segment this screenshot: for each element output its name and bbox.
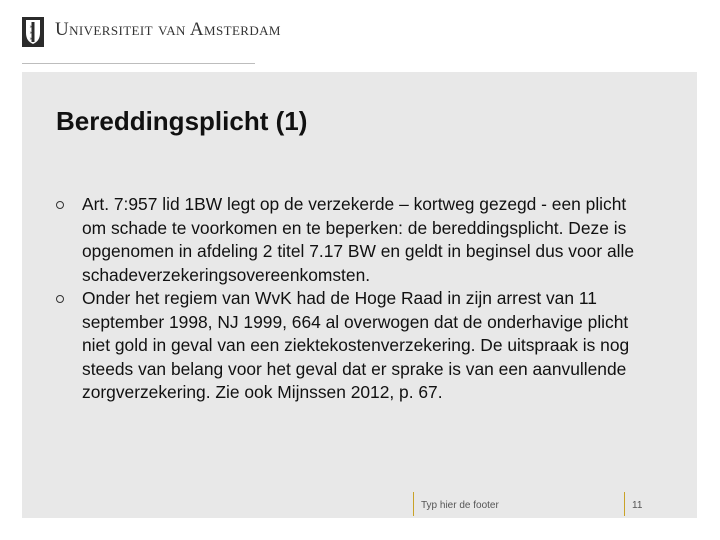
bullet-item [54, 287, 644, 405]
bullet-circle-icon [56, 201, 64, 209]
bullet-text: Onder het regiem van WvK had de Hoge Raad in zijn arrest van 11 september 1998, NJ 1999, 664 al overwogen dat de onderhavige plicht niet gold in geval van een ziektekostenverzekering. De uitspraak is nog steeds van belang voor het geval dat er sprake is van een aanvullende zorgverzekering. Zie ook Mijnssen 2012, p. 67. [82, 288, 630, 402]
slide-title: Bereddingsplicht (1) [56, 106, 308, 136]
footer-divider [624, 492, 625, 516]
svg-text:×: × [29, 36, 33, 41]
bullet-list [54, 193, 644, 405]
footer-divider [413, 492, 414, 516]
svg-text:×: × [29, 24, 33, 29]
footer-text: Typ hier de footer [421, 500, 499, 511]
page-number: 11 [632, 500, 643, 511]
bullet-item [54, 193, 644, 287]
uva-crest-icon [22, 17, 44, 47]
bullet-text: Art. 7:957 lid 1BW legt op de verzekerde – kortweg gezegd - een plicht om schade te voorkomen en te beperken: de bereddingsplicht. Deze is opgenomen in afdeling 2 titel 7.17 BW en geldt in beginsel dus voor alle schadeverzekeringsovereenkomsten. [82, 194, 635, 285]
bullet-circle-icon [56, 295, 64, 303]
header-divider [22, 63, 255, 64]
university-name: Universiteit van Amsterdam [55, 19, 281, 40]
svg-text:×: × [29, 30, 33, 35]
